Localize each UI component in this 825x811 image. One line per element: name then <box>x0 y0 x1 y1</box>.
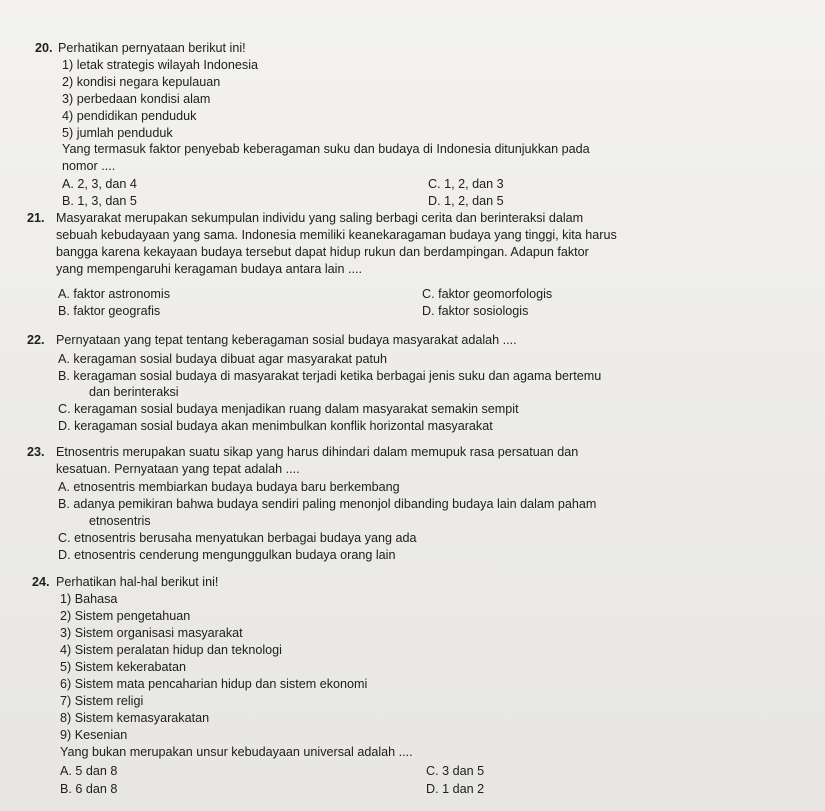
question-stem: Pernyataan yang tepat tentang keberagaman sosial budaya masyarakat adalah .... <box>56 333 517 347</box>
question-intro: Perhatikan pernyataan berikut ini! <box>58 41 246 55</box>
question-stem: Masyarakat merupakan sekumpulan individu yang saling berbagi cerita dan berinteraksi dalam <box>56 211 584 225</box>
option-a[interactable]: A. etnosentris membiarkan budaya budaya baru berkembang <box>58 480 400 494</box>
question-stem: yang mempengaruhi keragaman budaya antara lain .... <box>56 262 362 276</box>
list-item: 3) perbedaan kondisi alam <box>62 92 211 106</box>
option-c[interactable]: C. keragaman sosial budaya menjadikan ruang dalam masyarakat semakin sempit <box>58 402 519 416</box>
list-item: 4) pendidikan penduduk <box>62 109 197 123</box>
question-stem: sebuah kebudayaan yang sama. Indonesia memiliki keanekaragaman budaya yang tinggi, kita harus <box>56 228 617 242</box>
list-item: 5) Sistem kekerabatan <box>60 660 186 674</box>
question-number: 22. <box>27 333 45 347</box>
option-d[interactable]: D. 1, 2, dan 5 <box>428 194 504 208</box>
list-item: 2) kondisi negara kepulauan <box>62 75 221 89</box>
question-stem: Yang bukan merupakan unsur kebudayaan universal adalah .... <box>60 745 413 759</box>
option-c[interactable]: C. 3 dan 5 <box>426 764 485 778</box>
option-b[interactable]: B. keragaman sosial budaya di masyarakat terjadi ketika berbagai jenis suku dan agama bertemu <box>58 369 602 383</box>
option-b[interactable]: B. adanya pemikiran bahwa budaya sendiri paling menonjol dibanding budaya lain dalam paham <box>58 497 597 511</box>
question-stem: Etnosentris merupakan suatu sikap yang harus dihindari dalam memupuk rasa persatuan dan <box>56 445 579 459</box>
option-d[interactable]: D. 1 dan 2 <box>426 782 485 796</box>
option-d[interactable]: D. faktor sosiologis <box>422 304 529 318</box>
question-intro: Perhatikan hal-hal berikut ini! <box>56 575 219 589</box>
list-item: 1) Bahasa <box>60 592 118 606</box>
option-a[interactable]: A. 2, 3, dan 4 <box>62 177 137 191</box>
list-item: 4) Sistem peralatan hidup dan teknologi <box>60 643 282 657</box>
list-item: 9) Kesenian <box>60 728 128 742</box>
option-b[interactable]: B. faktor geografis <box>58 304 161 318</box>
question-number: 20. <box>35 41 53 55</box>
question-stem: kesatuan. Pernyataan yang tepat adalah .... <box>56 462 300 476</box>
option-d[interactable]: D. keragaman sosial budaya akan menimbulkan konflik horizontal masyarakat <box>58 419 493 433</box>
option-c[interactable]: C. 1, 2, dan 3 <box>428 177 504 191</box>
option-a[interactable]: A. faktor astronomis <box>58 287 170 301</box>
option-b[interactable]: B. 1, 3, dan 5 <box>62 194 137 208</box>
list-item: 1) letak strategis wilayah Indonesia <box>62 58 259 72</box>
option-c[interactable]: C. faktor geomorfologis <box>422 287 553 301</box>
option-b[interactable]: B. 6 dan 8 <box>60 782 118 796</box>
question-stem: Yang termasuk faktor penyebab keberagaman suku dan budaya di Indonesia ditunjukkan pada <box>62 142 590 156</box>
option-c[interactable]: C. etnosentris berusaha menyatukan berbagai budaya yang ada <box>58 531 417 545</box>
list-item: 7) Sistem religi <box>60 694 144 708</box>
option-a[interactable]: A. keragaman sosial budaya dibuat agar masyarakat patuh <box>58 352 388 366</box>
list-item: 6) Sistem mata pencaharian hidup dan sistem ekonomi <box>60 677 368 691</box>
list-item: 2) Sistem pengetahuan <box>60 609 191 623</box>
option-d[interactable]: D. etnosentris cenderung mengunggulkan budaya orang lain <box>58 548 396 562</box>
option-b-continued: dan berinteraksi <box>89 385 179 399</box>
question-number: 23. <box>27 445 45 459</box>
question-number: 21. <box>27 211 45 225</box>
list-item: 3) Sistem organisasi masyarakat <box>60 626 243 640</box>
list-item: 8) Sistem kemasyarakatan <box>60 711 210 725</box>
question-number: 24. <box>32 575 50 589</box>
option-b-continued: etnosentris <box>89 514 151 528</box>
option-a[interactable]: A. 5 dan 8 <box>60 764 118 778</box>
question-stem: nomor .... <box>62 159 116 173</box>
question-stem: bangga karena kekayaan budaya tersebut dapat hidup rukun dan berdampingan. Adapun faktor <box>56 245 589 259</box>
list-item: 5) jumlah penduduk <box>62 126 173 140</box>
